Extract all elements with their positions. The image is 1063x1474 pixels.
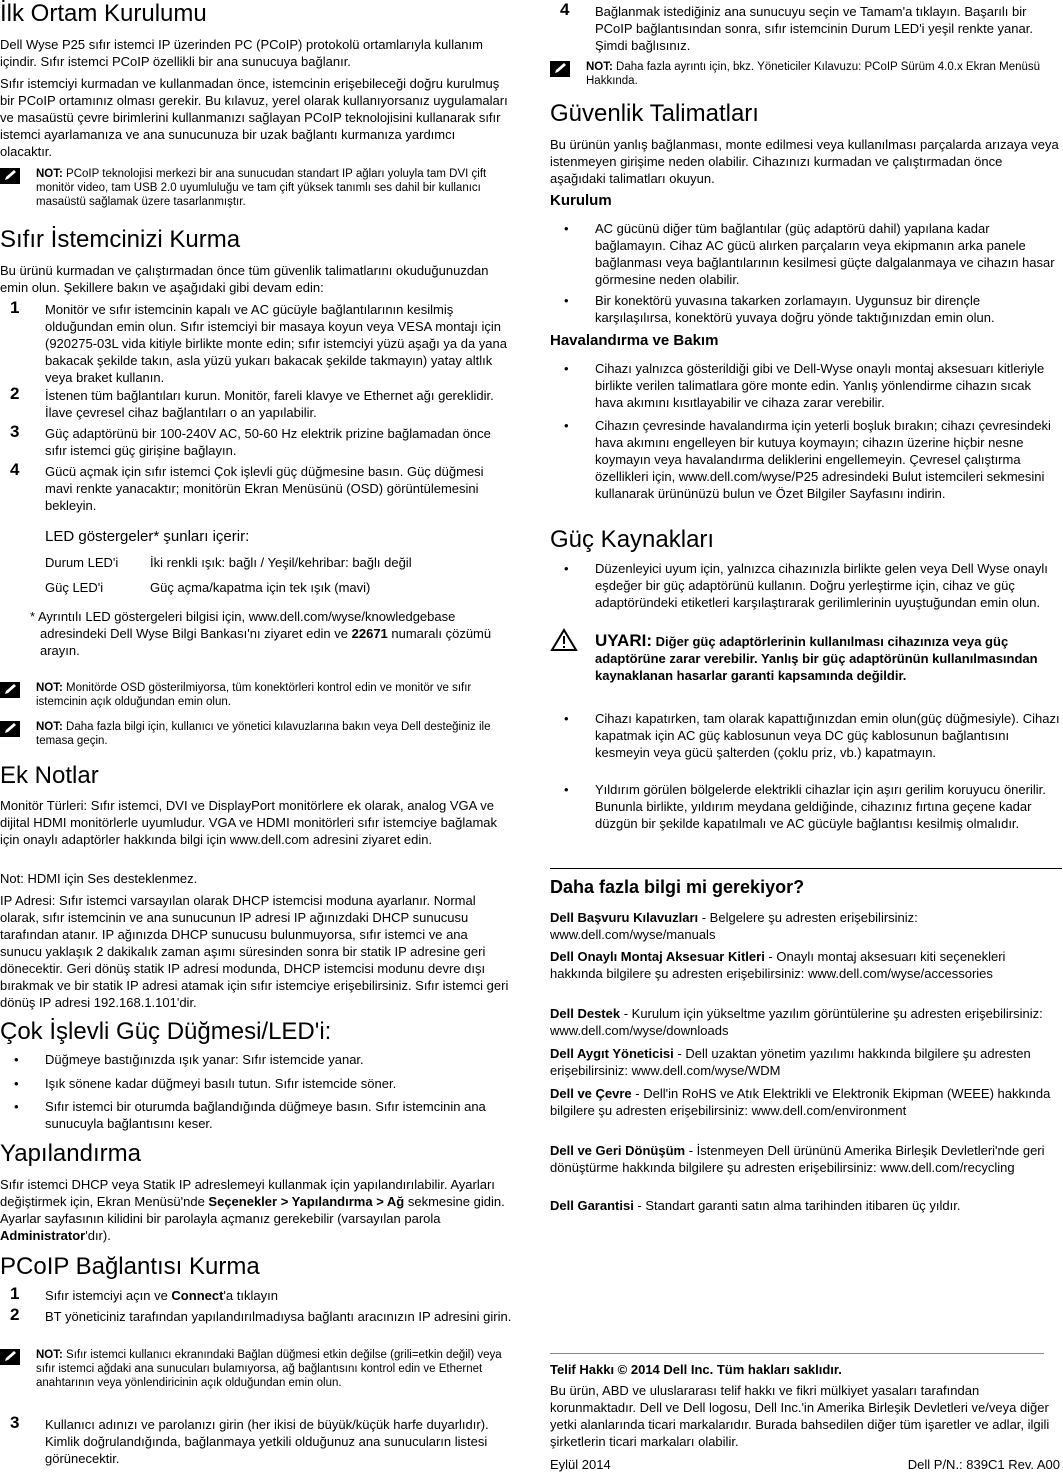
led-row-name: Güç LED'i xyxy=(45,580,104,595)
heading-power-button: Çok İşlevli Güç Düğmesi/LED'i: xyxy=(0,1018,332,1045)
step-number: 4 xyxy=(560,0,570,19)
heading-setup: Sıfır İstemcinizi Kurma xyxy=(0,226,241,253)
footer-divider xyxy=(550,1353,1044,1354)
note-pencil-icon xyxy=(0,682,20,698)
note-text: Daha fazla bilgi için, kullanıcı ve yönetici kılavuzlarına bakın veya Dell desteğiniz ile temasa geçin. xyxy=(36,721,491,747)
warning-label: UYARI: xyxy=(595,631,652,650)
note-label: NOT: xyxy=(36,168,63,180)
note-pencil-icon xyxy=(0,1349,20,1365)
led-title: LED göstergeler* şunları içerir: xyxy=(45,528,250,545)
step-number: 4 xyxy=(10,460,20,479)
intro-paragraph-2: Sıfır istemciyi kurmadan ve kullanmadan önce, istemcinin erişebileceği doğru kurulmuş bir PCoIP ortamınız olması gerekir. Bu kılavuz, yerel olarak kullanıyorsanız uygulamaları ve masaüstü çevre birimlerini kullanmanızı sağlayan PCoIP teknolojisini kullanarak sıfır istemci ayarlamanıza ve ana sunucunuza bir uzak bağlantı kurmanıza yardımcı olacaktır. xyxy=(0,76,508,159)
warning-triangle-icon xyxy=(550,628,578,652)
step-text: Bağlanmak istediğiniz ana sunucuyu seçin ve Tamam'a tıklayın. Başarılı bir PCoIP bağlantısından sonra, sıfır istemcinin Durum LED'i yeşil renkte yanar. Şimdi bağlısınız. xyxy=(595,4,1033,53)
heading-install: Kurulum xyxy=(550,192,612,209)
step-text: Kullanıcı adınızı ve parolanızı girin (her ikisi de büyük/küçük harfe duyarlıdır). Kimlik doğrulandığında, bağlanmaya yetkili olduğunuz ana sunucuların listesi görünecektir. xyxy=(45,1417,489,1466)
heading-ventilation: Havalandırma ve Bakım xyxy=(550,332,719,349)
note-text: Monitörde OSD gösterilmiyorsa, tüm konektörleri kontrol edin ve monitör ve sıfır istemcinin açık olduğundan emin olun. xyxy=(36,682,472,708)
note-pencil-icon xyxy=(550,61,570,77)
notes-monitor-types: Monitör Türleri: Sıfır istemci, DVI ve DisplayPort monitörlere ek olarak, analog VGA ve dijital HDMI monitörlerle uyumludur. VGA ve HDMI monitörleri sıfır istemciye bağlamak için onaylı adaptörler hakkında bilgi için www.dell.com adresini ziyaret edin. xyxy=(0,798,498,847)
more-item: Dell Aygıt Yöneticisi - Dell uzaktan yönetim yazılımı hakkında bilgilere şu adresten erişebilirsiniz: www.dell.com/wyse/WDM xyxy=(550,1046,1031,1078)
more-item: Dell Onaylı Montaj Aksesuar Kitleri - Onaylı montaj aksesuarı kiti seçenekleri hakkında bilgilere şu adresten erişebilirsiniz: www.dell.com/wyse/accessories xyxy=(550,949,1006,981)
intro-paragraph-1: Dell Wyse P25 sıfır istemci IP üzerinden PC (PCoIP) protokolü ortamlarıyla kullanım içindir. Sıfır istemci PCoIP özellikli bir ana sunucuya bağlanır. xyxy=(0,37,483,69)
note-text: Sıfır istemci kullanıcı ekranındaki Bağlan düğmesi etkin değilse (grili=etkin değil) veya sıfır istemci ağdaki ana sunucuları bulamıyorsa, ağ bağlantısını kontrol edin ve Ethernet anahtarının veya yönlendiricinin açık olduğundan emin olun. xyxy=(36,1349,502,1389)
step-number: 1 xyxy=(10,1284,20,1303)
heading-power-supplies: Güç Kaynakları xyxy=(550,526,715,553)
note-label: NOT: xyxy=(36,721,63,733)
default-password: Administrator xyxy=(0,1228,86,1243)
led-row-desc: Güç açma/kapatma için tek ışık (mavi) xyxy=(150,580,371,595)
divider xyxy=(550,868,1062,869)
step-text: İstenen tüm bağlantıları kurun. Monitör, fareli klavye ve Ethernet ağı gereklidir. İlave çevresel cihaz bağlantıları o an yapılabilir. xyxy=(45,388,494,420)
heading-initial-setup: İlk Ortam Kurulumu xyxy=(0,0,207,27)
step-number: 3 xyxy=(10,1413,20,1432)
note-text: PCoIP teknolojisi merkezi bir ana sunucudan standart IP ağları yoluyla tam DVI çift monitör video, tam USB 2.0 uyumluluğu ve tam çift yüksek tanımlı ses dahil bir kullanıcı masaüstü sağlamak üzere tasarlanmıştır. xyxy=(36,168,487,208)
part-number: Dell P/N.: 839C1 Rev. A00 xyxy=(907,1457,1060,1472)
heading-more-info: Daha fazla bilgi mi gerekiyor? xyxy=(550,877,805,897)
heading-config: Yapılandırma xyxy=(0,1140,141,1167)
step-number: 1 xyxy=(10,298,20,317)
step-text: BT yöneticiniz tarafından yapılandırılmadıysa bağlantı aracınızın IP adresini girin. xyxy=(45,1309,512,1324)
led-footnote: * Ayrıntılı LED göstergeleri bilgisi için, www.dell.com/wyse/knowledgebase adresindeki Dell Wyse Bilgi Bankası'nı ziyaret edin ve 22671 numaralı çözümü arayın. xyxy=(30,609,492,658)
note-pencil-icon xyxy=(0,721,20,737)
more-item: Dell Başvuru Kılavuzları - Belgelere şu adresten erişebilirsiniz: www.dell.com/wyse/manuals xyxy=(550,910,918,942)
notes-ip-address: IP Adresi: Sıfır istemci varsayılan olarak DHCP istemcisi moduna ayarlanır. Normal olarak, sıfır istemcinin ve ana sunucunun IP adresi IP ağınızdaki DHCP sunucusu tarafından atanır. IP ağınızda DHCP sunucusu bulunmuyorsa, sıfır istemci ve ana sunucu yaklaşık 2 dakikalık zaman aşımı süresinden sonra bir statik IP adresine geri dönecektir. Geri dönüş statik IP adresi modunda, DHCP istemcisi modunu devre dışı bırakmak ve bir statik IP adresi atamak için sıfır istemciye erişebilirsiniz. Sıfır istemci geri dönüş IP adresi 192.168.1.101'dir. xyxy=(0,893,509,1010)
step-text: Güç adaptörünü bir 100-240V AC, 50-60 Hz elektrik prizine bağlamadan önce sıfır istemci güç girişine bağlayın. xyxy=(45,426,491,458)
heading-safety: Güvenlik Talimatları xyxy=(550,100,759,127)
menu-path: Seçenekler > Yapılandırma > Ağ xyxy=(208,1194,405,1209)
note-label: NOT: xyxy=(586,61,613,73)
publish-date: Eylül 2014 xyxy=(550,1457,611,1472)
note-text: Daha fazla ayrıntı için, bkz. Yöneticiler Kılavuzu: PCoIP Sürüm 4.0.x Ekran Menüsü Hakkında. xyxy=(586,61,1041,87)
config-paragraph: Sıfır istemci DHCP veya Statik IP adreslemeyi kullanmak için yapılandırılabilir. Ayarları değiştirmek için, Ekran Menüsü'nde Seçenekler > Yapılandırma > Ağ sekmesine gidin. Ayarlar sayfasının kilidini bir parolayla açmanız gerekebilir (varsayılan parola Administrator'dır). xyxy=(0,1177,505,1243)
notes-hdmi: Not: HDMI için Ses desteklenmez. xyxy=(0,871,198,886)
step-number: 2 xyxy=(10,384,20,403)
connect-label: Connect xyxy=(171,1288,224,1303)
setup-intro: Bu ürünü kurmadan ve çalıştırmadan önce tüm güvenlik talimatlarını okuduğunuzdan emin olun. Şekillere bakın ve aşağıdaki gibi devam edin: xyxy=(0,263,489,295)
step-text: Monitör ve sıfır istemcinin kapalı ve AC gücüyle bağlantılarının kesilmiş olduğundan emin olun. Sıfır istemciyi bir masaya koyun veya VESA montajı için (920275-03L vida kitiyle birlikte monte edin; sıfır istemciyi yüzü aşağı ya da yana bakacak şekilde takın, asla yüzü yukarı bakacak şekilde takmayın) yatay altlık veya braket kullanın. xyxy=(45,302,507,385)
warning-text: Diğer güç adaptörlerinin kullanılması cihazınıza veya güç adaptörüne zarar verebilir. Yanlış bir güç adaptörünün kullanılmasından kaynaklanan hasarlar garanti kapsamında değildir. xyxy=(595,634,1038,683)
led-row-name: Durum LED'i xyxy=(45,555,119,570)
note-pencil-icon xyxy=(0,168,20,184)
copyright-title: Telif Hakkı © 2014 Dell Inc. Tüm hakları saklıdır. xyxy=(550,1362,842,1377)
step-number: 3 xyxy=(10,422,20,441)
heading-pcoip: PCoIP Bağlantısı Kurma xyxy=(0,1253,260,1280)
step-text: Gücü açmak için sıfır istemci Çok işlevli güç düğmesine basın. Güç düğmesi mavi renkte yanacaktır; monitörün Ekran Menüsünü (OSD) görüntülemesini bekleyin. xyxy=(45,464,484,513)
more-item: Dell ve Çevre - Dell'in RoHS ve Atık Elektrikli ve Elektronik Ekipman (WEEE) hakkında bilgilere şu adresten erişebilirsiniz: www.dell.com/environment xyxy=(550,1086,1051,1118)
more-item: Dell Garantisi - Standart garanti satın alma tarihinden itibaren üç yıldır. xyxy=(550,1198,961,1213)
solution-number: 22671 xyxy=(351,626,388,641)
more-item: Dell ve Geri Dönüşüm - İstenmeyen Dell ürününü Amerika Birleşik Devletleri'nde geri dönüştürme hakkında bilgilere şu adresten erişebilirsiniz: www.dell.com/recycling xyxy=(550,1143,1045,1175)
copyright-text: Bu ürün, ABD ve uluslararası telif hakkı ve fikri mülkiyet yasaları tarafından korunmaktadır. Dell ve Dell logosu, Dell Inc.'in Amerika Birleşik Devletleri ve/veya diğer yetki alanlarında ticari markalarıdır. Burada bahsedilen diğer tüm işaretler ve adlar, ilgili şirketlerin ticari markaları olabilir. xyxy=(550,1383,1050,1449)
safety-intro: Bu ürünün yanlış bağlanması, monte edilmesi veya kullanılması parçalarda arızaya veya istenmeyen girişime neden olabilir. Cihazınızı kurmadan ve çalıştırmadan önce aşağıdaki talimatları okuyun. xyxy=(550,137,1059,186)
note-label: NOT: xyxy=(36,682,63,694)
heading-notes: Ek Notlar xyxy=(0,762,99,789)
step-number: 2 xyxy=(10,1305,20,1324)
led-row-desc: İki renkli ışık: bağlı / Yeşil/kehribar: bağlı değil xyxy=(150,555,412,570)
more-item: Dell Destek - Kurulum için yükseltme yazılım görüntülerine şu adresten erişebilirsiniz: www.dell.com/wyse/downloads xyxy=(550,1006,1043,1038)
note-label: NOT: xyxy=(36,1349,63,1361)
